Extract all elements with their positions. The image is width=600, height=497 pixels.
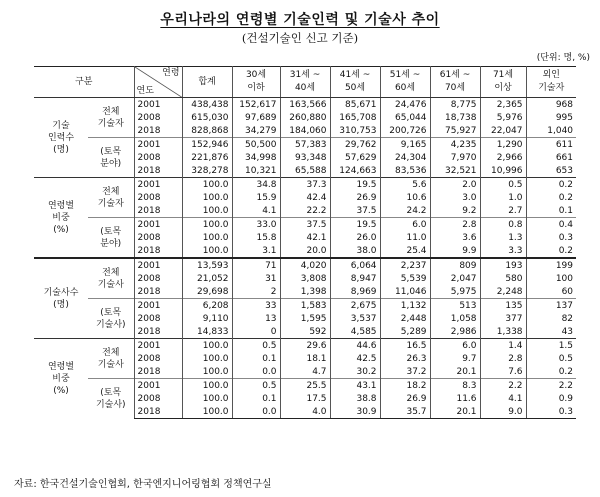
value-cell: 2,966: [480, 151, 526, 164]
value-cell: 1,040: [547, 125, 574, 136]
source-note: 자료: 한국건설기술인협회, 한국엔지니어링협회 정책연구실: [14, 479, 272, 490]
value-cell: 221,876: [182, 151, 232, 164]
value-cell: 100.0: [182, 218, 232, 232]
group-label: (토목 기술사): [88, 299, 134, 339]
value-cell: 100.0: [182, 392, 232, 405]
table-row: [34, 339, 576, 353]
year-cell: 2018: [134, 204, 182, 218]
section-label: 기술사수 (명): [34, 258, 88, 339]
year-cell: 2001: [134, 178, 182, 192]
value-cell: 1,058: [430, 312, 480, 325]
value-cell: 15.9: [232, 191, 280, 204]
value-cell: 611: [526, 138, 576, 152]
value-cell: 200,726: [380, 124, 430, 138]
value-cell: 83,536: [380, 164, 430, 178]
value-cell: 8,775: [430, 98, 480, 112]
group-label: 전체 기술사: [88, 258, 134, 299]
year-cell: 2001: [134, 218, 182, 232]
value-cell: 9.7: [430, 352, 480, 365]
table-row: [34, 98, 576, 112]
value-cell: 21,052: [182, 272, 232, 285]
value-cell: 3.1: [232, 244, 280, 258]
value-cell: 43: [561, 326, 574, 337]
value-cell: 0.8: [480, 218, 526, 232]
value-cell: 50,500: [232, 138, 280, 152]
value-cell: 0: [232, 325, 280, 339]
value-cell: 33: [232, 299, 280, 313]
value-cell: 100: [555, 273, 574, 284]
value-cell: 4,235: [430, 138, 480, 152]
value-cell: 29.6: [280, 339, 330, 353]
value-cell: 30.2: [330, 365, 380, 379]
value-cell: 4.1: [480, 392, 526, 405]
value-cell: 184,060: [280, 124, 330, 138]
value-cell: 100.0: [182, 204, 232, 218]
value-cell: 31: [232, 272, 280, 285]
table-body: [34, 98, 576, 419]
value-cell: 137: [526, 299, 576, 313]
year-cell: 2018: [134, 244, 182, 258]
table-header: [34, 67, 576, 98]
value-cell: 163,566: [280, 98, 330, 112]
value-cell: 135: [480, 299, 526, 313]
year-cell: 2001: [134, 138, 182, 152]
value-cell: 2,986: [430, 325, 480, 339]
data-table: [34, 66, 576, 419]
value-cell: 0.5: [558, 353, 574, 364]
value-cell: 13,593: [182, 258, 232, 272]
value-cell: 100.0: [182, 365, 232, 379]
value-cell: 1,132: [380, 299, 430, 313]
value-cell: 34.8: [232, 178, 280, 192]
group-label: 전체 기술사: [88, 339, 134, 379]
value-cell: 653: [555, 165, 574, 176]
value-cell: 2.2: [526, 379, 576, 393]
value-cell: 29,762: [330, 138, 380, 152]
column-header: 합계: [182, 67, 232, 98]
value-cell: 26.3: [380, 352, 430, 365]
year-cell: 2001: [134, 379, 182, 393]
value-cell: 10,321: [232, 164, 280, 178]
value-cell: 9,110: [182, 312, 232, 325]
value-cell: 100.0: [182, 178, 232, 192]
value-cell: 0.4: [526, 218, 576, 232]
value-cell: 26.9: [380, 392, 430, 405]
value-cell: 4.1: [232, 204, 280, 218]
value-cell: 6.0: [380, 218, 430, 232]
value-cell: 0.1: [558, 205, 574, 216]
year-cell: 2018: [134, 365, 182, 379]
header-age-label: 연령: [162, 68, 180, 78]
header-row: [34, 67, 576, 98]
value-cell: 513: [430, 299, 480, 313]
header-year-label: 연도: [136, 86, 154, 96]
value-cell: 828,868: [182, 124, 232, 138]
value-cell: 5.6: [380, 178, 430, 192]
value-cell: 5,975: [430, 285, 480, 299]
value-cell: 310,753: [330, 124, 380, 138]
value-cell: 20.1: [430, 365, 480, 379]
value-cell: 65,044: [380, 111, 430, 124]
table-row: [34, 299, 576, 313]
value-cell: 3.3: [480, 244, 526, 258]
value-cell: 0.0: [232, 405, 280, 419]
value-cell: 24,304: [380, 151, 430, 164]
value-cell: 7,970: [430, 151, 480, 164]
table-row: [34, 379, 576, 393]
table-row: [34, 258, 576, 272]
value-cell: 42.1: [280, 231, 330, 244]
value-cell: 60: [561, 286, 574, 297]
value-cell: 0.2: [558, 245, 574, 256]
value-cell: 3,808: [280, 272, 330, 285]
value-cell: 3.6: [430, 231, 480, 244]
value-cell: 2,675: [330, 299, 380, 313]
value-cell: 1,583: [280, 299, 330, 313]
value-cell: 377: [480, 312, 526, 325]
value-cell: 85,671: [330, 98, 380, 112]
value-cell: 8,947: [330, 272, 380, 285]
value-cell: 11.0: [380, 231, 430, 244]
header-gubun: 구분: [34, 67, 134, 98]
value-cell: 15.8: [232, 231, 280, 244]
value-cell: 25.4: [380, 244, 430, 258]
value-cell: 24.2: [380, 204, 430, 218]
value-cell: 9.9: [430, 244, 480, 258]
value-cell: 3,537: [330, 312, 380, 325]
value-cell: 34,998: [232, 151, 280, 164]
value-cell: 29,698: [182, 285, 232, 299]
column-header: 71세 이상: [480, 67, 526, 98]
value-cell: 100.0: [182, 339, 232, 353]
value-cell: 1.4: [480, 339, 526, 353]
value-cell: 124,663: [330, 164, 380, 178]
value-cell: 24,476: [380, 98, 430, 112]
value-cell: 20.1: [430, 405, 480, 419]
value-cell: 100.0: [182, 352, 232, 365]
year-cell: 2001: [134, 258, 182, 272]
value-cell: 9.2: [430, 204, 480, 218]
value-cell: 9.0: [480, 405, 526, 419]
value-cell: 100.0: [182, 191, 232, 204]
value-cell: 30.9: [330, 405, 380, 419]
year-cell: 2001: [134, 339, 182, 353]
column-header: 51세 ~ 60세: [380, 67, 430, 98]
year-cell: 2018: [134, 124, 182, 138]
value-cell: 97,689: [232, 111, 280, 124]
value-cell: 260,880: [280, 111, 330, 124]
value-cell: 2.0: [430, 178, 480, 192]
value-cell: 65,588: [280, 164, 330, 178]
value-cell: 93,348: [280, 151, 330, 164]
value-cell: 0.1: [232, 392, 280, 405]
document-title: 우리나라의 연령별 기술인력 및 기술사 추이: [160, 12, 440, 28]
value-cell: 18.1: [280, 352, 330, 365]
value-cell: 0.0: [232, 365, 280, 379]
value-cell: 42.4: [280, 191, 330, 204]
value-cell: 37.5: [280, 218, 330, 232]
value-cell: 0.3: [526, 405, 576, 419]
value-cell: 57,383: [280, 138, 330, 152]
value-cell: 6,064: [330, 258, 380, 272]
value-cell: 100.0: [182, 379, 232, 393]
table-row: [34, 138, 576, 152]
value-cell: 809: [430, 258, 480, 272]
value-cell: 2,365: [480, 98, 526, 112]
value-cell: 6.0: [430, 339, 480, 353]
value-cell: 19.5: [330, 218, 380, 232]
value-cell: 57,629: [330, 151, 380, 164]
value-cell: 75,927: [430, 124, 480, 138]
value-cell: 328,278: [182, 164, 232, 178]
year-cell: 2008: [134, 312, 182, 325]
year-cell: 2008: [134, 272, 182, 285]
column-header: 외인 기술자: [526, 67, 576, 98]
column-header: 41세 ~ 50세: [330, 67, 380, 98]
value-cell: 2,448: [380, 312, 430, 325]
value-cell: 26.0: [330, 231, 380, 244]
value-cell: 2,237: [380, 258, 430, 272]
value-cell: 0.2: [526, 178, 576, 192]
value-cell: 199: [526, 258, 576, 272]
value-cell: 13: [232, 312, 280, 325]
unit-note: (단위: 명, %): [536, 53, 590, 63]
year-cell: 2018: [134, 285, 182, 299]
year-cell: 2018: [134, 325, 182, 339]
value-cell: 5,539: [380, 272, 430, 285]
group-label: 전체 기술자: [88, 178, 134, 218]
value-cell: 35.7: [380, 405, 430, 419]
value-cell: 44.6: [330, 339, 380, 353]
column-header: 61세 ~ 70세: [430, 67, 480, 98]
value-cell: 968: [555, 99, 574, 110]
group-label: 전체 기술자: [97, 106, 124, 129]
value-cell: 0.9: [558, 393, 574, 404]
value-cell: 37.2: [380, 365, 430, 379]
section-label: 연령별 비중 (%): [34, 339, 88, 419]
group-label: (토목 분야): [88, 218, 134, 259]
table-row: [34, 218, 576, 232]
value-cell: 3.0: [430, 191, 480, 204]
value-cell: 4,020: [280, 258, 330, 272]
value-cell: 1.0: [480, 191, 526, 204]
value-cell: 37.5: [330, 204, 380, 218]
value-cell: 615,030: [182, 111, 232, 124]
year-cell: 2008: [134, 191, 182, 204]
value-cell: 42.5: [330, 352, 380, 365]
value-cell: 33.0: [232, 218, 280, 232]
column-header: 30세 이하: [232, 67, 280, 98]
section-label: 연령별 비중 (%): [34, 178, 88, 259]
value-cell: 19.5: [330, 178, 380, 192]
value-cell: 4.0: [280, 405, 330, 419]
value-cell: 7.6: [480, 365, 526, 379]
year-cell: 2008: [134, 352, 182, 365]
value-cell: 100.0: [182, 231, 232, 244]
value-cell: 18,738: [430, 111, 480, 124]
value-cell: 1,398: [280, 285, 330, 299]
value-cell: 152,946: [182, 138, 232, 152]
value-cell: 5,976: [480, 111, 526, 124]
value-cell: 0.1: [232, 352, 280, 365]
value-cell: 592: [280, 325, 330, 339]
value-cell: 38.0: [330, 244, 380, 258]
value-cell: 100.0: [182, 405, 232, 419]
value-cell: 25.5: [280, 379, 330, 393]
value-cell: 193: [480, 258, 526, 272]
year-cell: 2018: [134, 405, 182, 419]
value-cell: 1,290: [480, 138, 526, 152]
value-cell: 2: [232, 285, 280, 299]
header-age-year: [134, 67, 182, 98]
value-cell: 11.6: [430, 392, 480, 405]
value-cell: 34,279: [232, 124, 280, 138]
value-cell: 100.0: [182, 244, 232, 258]
value-cell: 17.5: [280, 392, 330, 405]
value-cell: 0.5: [232, 379, 280, 393]
value-cell: 165,708: [330, 111, 380, 124]
value-cell: 10.6: [380, 191, 430, 204]
value-cell: 26.9: [330, 191, 380, 204]
value-cell: 22.2: [280, 204, 330, 218]
value-cell: 1,595: [280, 312, 330, 325]
value-cell: 2.8: [430, 218, 480, 232]
value-cell: 2.2: [480, 379, 526, 393]
year-cell: 2008: [134, 111, 182, 124]
value-cell: 8.3: [430, 379, 480, 393]
value-cell: 4,585: [330, 325, 380, 339]
value-cell: 8,969: [330, 285, 380, 299]
section-label: 기술 인력수 (명): [47, 120, 75, 155]
value-cell: 11,046: [380, 285, 430, 299]
value-cell: 1,338: [480, 325, 526, 339]
group-label: (토목 분야): [88, 138, 134, 178]
value-cell: 38.8: [330, 392, 380, 405]
value-cell: 82: [561, 313, 574, 324]
value-cell: 16.5: [380, 339, 430, 353]
value-cell: 580: [480, 272, 526, 285]
value-cell: 14,833: [182, 325, 232, 339]
value-cell: 71: [232, 258, 280, 272]
value-cell: 1.3: [480, 231, 526, 244]
group-label: (토목 기술사): [88, 379, 134, 419]
value-cell: 0.3: [558, 232, 574, 243]
value-cell: 43.1: [330, 379, 380, 393]
value-cell: 9,165: [380, 138, 430, 152]
value-cell: 0.5: [480, 178, 526, 192]
value-cell: 661: [555, 152, 574, 163]
year-cell: 2001: [134, 98, 182, 112]
table-row: [34, 178, 576, 192]
value-cell: 2.8: [480, 352, 526, 365]
value-cell: 0.5: [232, 339, 280, 353]
year-cell: 2018: [134, 164, 182, 178]
value-cell: 18.2: [380, 379, 430, 393]
year-cell: 2008: [134, 231, 182, 244]
value-cell: 22,047: [480, 124, 526, 138]
value-cell: 2,047: [430, 272, 480, 285]
value-cell: 438,438: [182, 98, 232, 112]
value-cell: 152,617: [232, 98, 280, 112]
value-cell: 2.7: [480, 204, 526, 218]
document-subtitle: (건설기술인 신고 기준): [241, 31, 359, 45]
value-cell: 4.7: [280, 365, 330, 379]
column-header: 31세 ~ 40세: [280, 67, 330, 98]
value-cell: 0.2: [558, 192, 574, 203]
value-cell: 10,996: [480, 164, 526, 178]
value-cell: 2,248: [480, 285, 526, 299]
year-cell: 2008: [134, 151, 182, 164]
value-cell: 37.3: [280, 178, 330, 192]
value-cell: 20.0: [280, 244, 330, 258]
value-cell: 32,521: [430, 164, 480, 178]
value-cell: 5,289: [380, 325, 430, 339]
value-cell: 1.5: [526, 339, 576, 353]
year-cell: 2001: [134, 299, 182, 313]
value-cell: 0.2: [558, 366, 574, 377]
value-cell: 995: [555, 112, 574, 123]
value-cell: 6,208: [182, 299, 232, 313]
year-cell: 2008: [134, 392, 182, 405]
